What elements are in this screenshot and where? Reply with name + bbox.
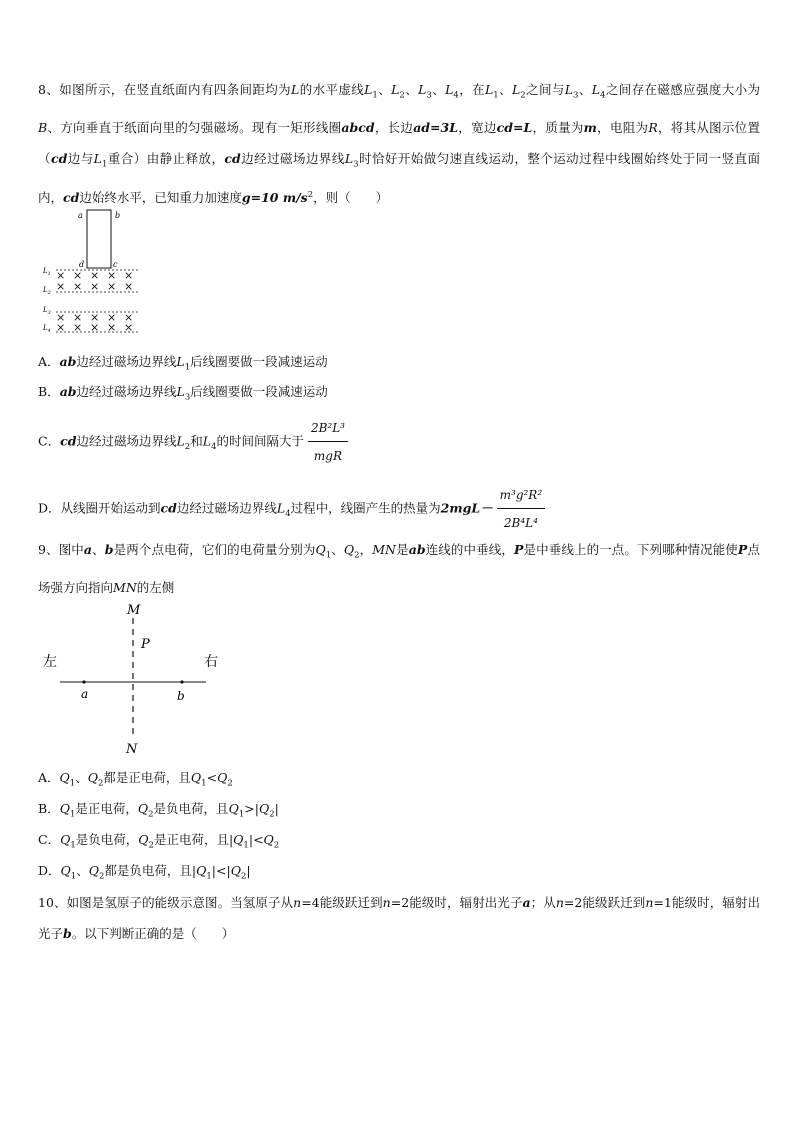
q8-option-D[interactable]: D．从线圈开始运动到cd边经过磁场边界线$L_4$过程中，线圈产生的热量为2mgL－ $\frac{\text{m³g²R²}}{\text{2B⁴L⁴}}$ — [38, 484, 545, 534]
label-right: 右 — [204, 654, 218, 670]
charge-a — [82, 680, 85, 683]
svg-text:×: × — [73, 321, 83, 334]
label-M: M — [127, 603, 141, 618]
q9-figure — [40, 600, 220, 758]
question-9-stem: 9、图中a、b是两个点电荷，它们的电荷量分别为$Q_1$、$Q_2$，MN是ab连线的中垂线，P是中垂线上的一点。下列哪种情况能使P点场强方向指向MN的左侧 — [38, 542, 760, 595]
corner-d-label: d — [79, 260, 85, 269]
question-number: 8、 — [38, 82, 60, 97]
question-10-stem: 10、如图是氢原子的能级示意图。当氢原子从n=4能级跃迁到n=2能级时，辐射出光子a；从n=2能级跃迁到n=1能级时，辐射出光子b。以下判断正确的是（ ） — [38, 895, 760, 941]
svg-text:×: × — [124, 280, 134, 293]
svg-text:×: × — [124, 269, 134, 282]
q9-option-D[interactable]: D．$Q_1$、$Q_2$都是负电荷，且$|Q_1|<|Q_2|$ — [38, 863, 251, 882]
svg-text:×: × — [107, 280, 117, 293]
fraction-D: $\frac{\text{m³g²R²}}{\text{2B⁴L⁴}}$ — [497, 484, 546, 534]
svg-text:×: × — [124, 311, 134, 324]
label-L1: $L_1$ — [43, 267, 51, 277]
q8-option-A[interactable]: A．ab边经过磁场边界线$L_1$后线圈要做一段减速运动 — [38, 354, 328, 373]
svg-text:×: × — [73, 280, 83, 293]
label-P: P — [141, 637, 150, 652]
label-L4: $L_4$ — [43, 324, 51, 334]
question-number: 10、 — [38, 895, 67, 910]
fraction-C: $\frac{\text{2B²L³}}{\text{mgR}}$ — [308, 417, 348, 467]
svg-text:×: × — [107, 269, 117, 282]
q8-option-C[interactable]: C．cd边经过磁场边界线$L_2$和$L_4$的时间间隔大于 $\frac{\text{2B²L³}}{\text{mgR}}$ — [38, 417, 348, 467]
corner-a-label: a — [78, 211, 83, 220]
svg-text:×: × — [56, 321, 66, 334]
label-L2: $L_2$ — [43, 286, 51, 296]
svg-text:×: × — [73, 311, 83, 324]
question-number: 9、 — [38, 542, 59, 557]
svg-text:×: × — [56, 311, 66, 324]
coil-rectangle — [87, 210, 111, 268]
svg-text:×: × — [124, 321, 134, 334]
svg-text:×: × — [56, 269, 66, 282]
svg-text:×: × — [73, 269, 83, 282]
field-crosses-lower — [56, 311, 133, 334]
label-left: 左 — [43, 654, 57, 670]
corner-c-label: c — [113, 260, 118, 269]
label-L3: $L_3$ — [43, 306, 51, 316]
q9-option-C[interactable]: C．$Q_1$是负电荷，$Q_2$是正电荷，且$|Q_1|<Q_2$ — [38, 832, 280, 851]
q8-figure — [40, 204, 150, 336]
svg-text:×: × — [90, 311, 100, 324]
label-b: b — [177, 689, 185, 703]
svg-text:×: × — [107, 311, 117, 324]
charge-b — [180, 680, 183, 683]
question-8-stem: 8、如图所示，在竖直纸面内有四条间距均为L的水平虚线$L_1$、$L_2$、$L_3$、$L_4$，在$L_1$、$L_2$之间与$L_3$、$L_4$之间存在磁感应强度大小为B、方向垂直于纸面向里的匀强磁场。现有一矩形线圈abcd，长边ad=3L，宽边cd=L，质量为m，电阻为R，将其从图示位置（cd边与$L_1$重合）由静止释放，cd边经过磁场边界线$L_3$时恰好开始做匀速直线运动，整个运动过程中线圈始终处于同一竖直面内，cd边始终水平，已知重力加速度g=10 $m/s^2$，则（ ） — [38, 82, 760, 206]
label-N: N — [126, 742, 138, 757]
svg-text:×: × — [90, 269, 100, 282]
q9-option-A[interactable]: A．$Q_1$、$Q_2$都是正电荷，且$Q_1<Q_2$ — [38, 770, 233, 789]
q8-option-B[interactable]: B．ab边经过磁场边界线$L_3$后线圈要做一段减速运动 — [38, 384, 328, 403]
svg-text:×: × — [90, 321, 100, 334]
field-crosses-upper — [56, 269, 133, 293]
corner-b-label: b — [115, 211, 121, 220]
svg-text:×: × — [107, 321, 117, 334]
label-a: a — [81, 687, 89, 701]
svg-text:×: × — [90, 280, 100, 293]
q9-option-B[interactable]: B．$Q_1$是正电荷，$Q_2$是负电荷，且$Q_1>|Q_2|$ — [38, 801, 279, 820]
svg-text:×: × — [56, 280, 66, 293]
